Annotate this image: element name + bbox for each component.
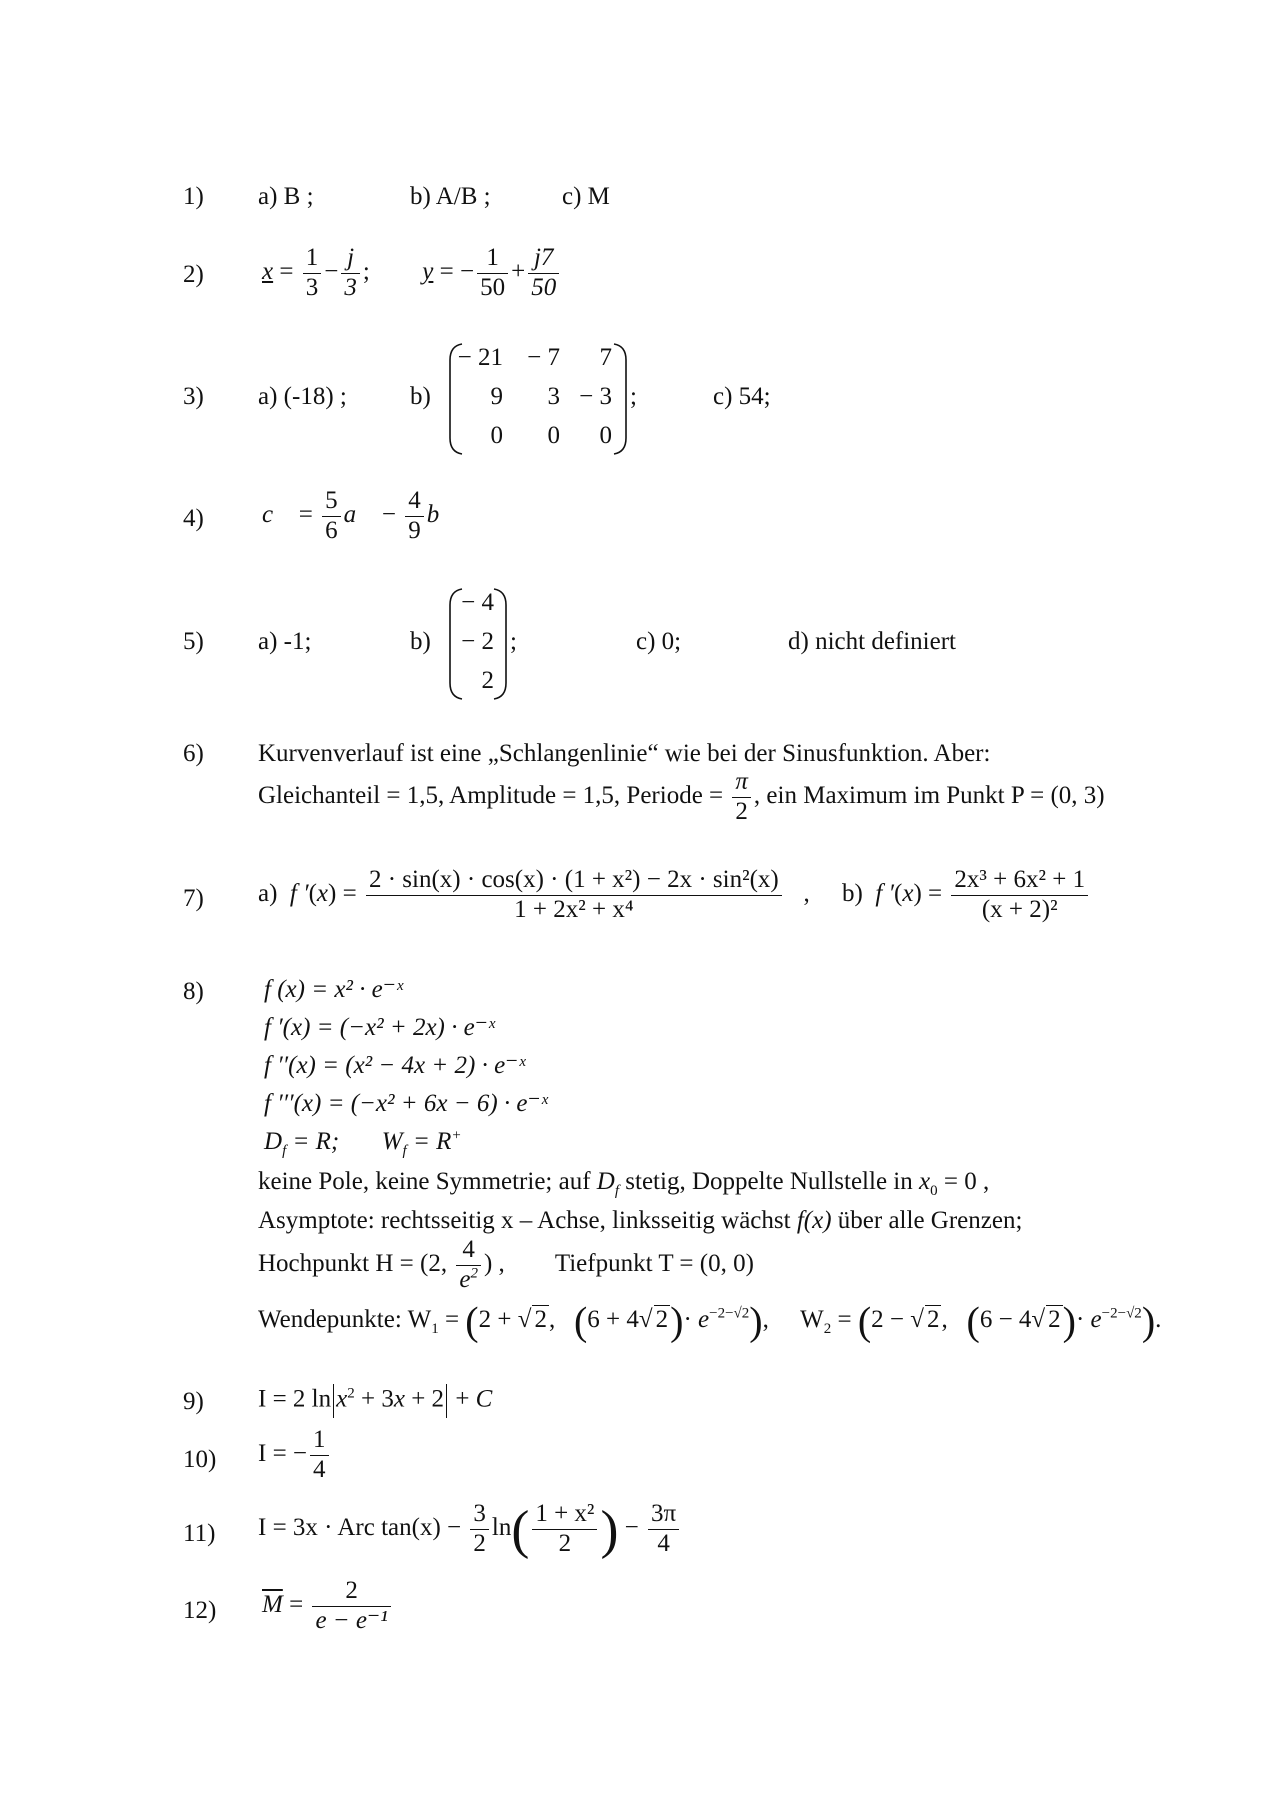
matrix-cell: − 7	[527, 344, 560, 371]
p8-f3: f ′′′(x) = (−x² + 6x − 6) · e⁻ˣ	[264, 1090, 548, 1117]
p4-frac2: $\frac{4}{9}$	[405, 487, 424, 546]
p2-x-frac2: $\frac{j}{3}$	[341, 244, 360, 303]
problem-number-6: 6)	[183, 740, 204, 767]
p1-answer-b: b) A/B ;	[410, 183, 491, 210]
p4-solution: c⃗ = $\frac{5}{6}$ a⃗ − $\frac{4}{9}$ b⃗	[262, 487, 459, 544]
matrix-cell: 9	[490, 383, 503, 410]
p12-mean: $\overline{M}$ = $\frac{2}{\text{e − e⁻¹}}$	[262, 1577, 394, 1636]
p5-answer-a: a) -1;	[258, 628, 312, 655]
p9-integral: I = 2 $\ln x^2 + 3x + 2 + C$	[258, 1384, 492, 1418]
p5-vector	[448, 585, 508, 703]
matrix-cell: 0	[599, 422, 612, 449]
p11-frac2: $\frac{\text{1 + x²}}{2}$	[532, 1500, 597, 1559]
problem-number-8: 8)	[183, 978, 204, 1005]
p8-extrema: Hochpunkt H = (2, $\frac{4}{e^2}$ ) , Tiefpunkt T = (0, 0)	[258, 1236, 754, 1293]
problem-number-7: 7)	[183, 885, 204, 912]
problem-number-10: 10)	[183, 1446, 217, 1473]
p7-a-frac: $\frac{\text{2 · sin(x) · cos(x) · (1 + x²) − 2x · sin²(x)}}{\text{1 + 2x² + x⁴}}$	[366, 866, 782, 925]
problem-number-12: 12)	[183, 1597, 217, 1624]
p2-x-frac1: $\frac{1}{3}$	[303, 244, 322, 303]
matrix-cell: − 3	[579, 383, 612, 410]
p8-f0: f (x) = x² · e⁻ˣ	[264, 976, 404, 1003]
problem-number-1: 1)	[183, 183, 204, 210]
p5-answer-d: d) nicht definiert	[788, 628, 956, 655]
p5-semicolon: ;	[510, 628, 517, 655]
p8-inflection: Wendepunkte: $W_1 = (2$ + √ 2, (6 + 4√ $2)\cdot e^{-2-√2}$), $W_2 = (2$ − √ 2, (6 − 4√ $2)\cdot e^{-2-√2}$).	[258, 1298, 1162, 1344]
p8-f1: f ′(x) = (−x² + 2x) · e⁻ˣ	[264, 1014, 495, 1041]
problem-number-4: 4)	[183, 505, 204, 532]
p2-solution: x = $\frac{1}{3}$ − $\frac{j}{3}$ ; y = − $\frac{1}{50}$ + $\frac{j7}{50}$	[262, 244, 562, 303]
p3-answer-a: a) (-18) ;	[258, 383, 347, 410]
matrix-cell: 7	[599, 344, 612, 371]
p3-answer-b-label: b)	[410, 383, 431, 410]
problem-number-3: 3)	[183, 383, 204, 410]
p6-period-frac: $\frac{\pi}{2}$	[732, 768, 751, 827]
p8-f2: f ′′(x) = (x² − 4x + 2) · e⁻ˣ	[264, 1052, 526, 1079]
p7-answer-b: b) f ′(x) = $\frac{\text{2x³ + 6x² + 1}}{\text{(x + 2)²}}$	[842, 866, 1091, 925]
problem-number-9: 9)	[183, 1388, 204, 1415]
p11-integral: I = 3x · Arc tan(x) − $\frac{3}{2}$ ln( $\frac{\text{1 + x²}}{2}$ ) − $\frac{3\pi}{4}$	[258, 1500, 682, 1559]
p8-domain-range: $D_f = R$; $W_f = R^+$	[264, 1127, 462, 1159]
p8-line-b: Asymptote: rechtsseitig x – Achse, linksseitig wächst f(x) über alle Grenzen;	[258, 1207, 1023, 1234]
matrix-cell: 0	[490, 422, 503, 449]
p10-frac: $\frac{1}{4}$	[310, 1426, 329, 1485]
vector-cell: − 4	[461, 589, 494, 616]
p2-y-frac1: $\frac{1}{50}$	[477, 244, 508, 303]
p7-b-frac: $\frac{\text{2x³ + 6x² + 1}}{\text{(x + 2)²}}$	[951, 866, 1088, 925]
p8-line-a: keine Pole, keine Symmetrie; auf $D_f$ stetig, Doppelte Nullstelle in $x_0 = 0$ ,	[258, 1168, 990, 1199]
p11-frac3: $\frac{3\pi}{4}$	[648, 1500, 679, 1559]
p7-answer-a: a) f ′(x) = $\frac{\text{2 · sin(x) · cos(x) · (1 + x²) − 2x · sin²(x)}}{\text{1 + 2x² + x⁴}}$ ,	[258, 866, 810, 923]
p12-frac: $\frac{2}{\text{e − e⁻¹}}$	[312, 1577, 390, 1636]
p10-integral: I = − $\frac{1}{4}$	[258, 1426, 332, 1485]
p3-matrix	[448, 340, 628, 458]
vector-cell: 2	[481, 667, 494, 694]
p8-hoch-frac: $\frac{4}{e^2}$	[456, 1236, 481, 1295]
p3-semicolon: ;	[630, 383, 637, 410]
matrix-cell: 3	[547, 383, 560, 410]
problem-number-2: 2)	[183, 261, 204, 288]
p2-y-frac2: $\frac{j7}{50}$	[528, 244, 559, 303]
p4-frac1: $\frac{5}{6}$	[322, 487, 341, 546]
problem-number-5: 5)	[183, 628, 204, 655]
p1-answer-a: a) B ;	[258, 183, 314, 210]
p11-frac1: $\frac{3}{2}$	[470, 1500, 489, 1559]
vector-cell: − 2	[461, 628, 494, 655]
p1-answer-c: c) M	[562, 183, 610, 210]
p6-line2: Gleichanteil = 1,5, Amplitude = 1,5, Periode = $\frac{\pi}{2}$ , ein Maximum im Punkt P = (0, 3)	[258, 768, 1105, 825]
p3-answer-c: c) 54;	[713, 383, 771, 410]
p2-x-var: x	[262, 257, 274, 285]
problem-number-11: 11)	[183, 1520, 216, 1547]
matrix-cell: 0	[547, 422, 560, 449]
p5-answer-b-label: b)	[410, 628, 431, 655]
p5-answer-c: c) 0;	[636, 628, 682, 655]
matrix-cell: − 21	[457, 344, 503, 371]
p6-line1: Kurvenverlauf ist eine „Schlangenlinie“ wie bei der Sinusfunktion. Aber:	[258, 740, 991, 767]
p2-y-var: y	[422, 257, 434, 285]
